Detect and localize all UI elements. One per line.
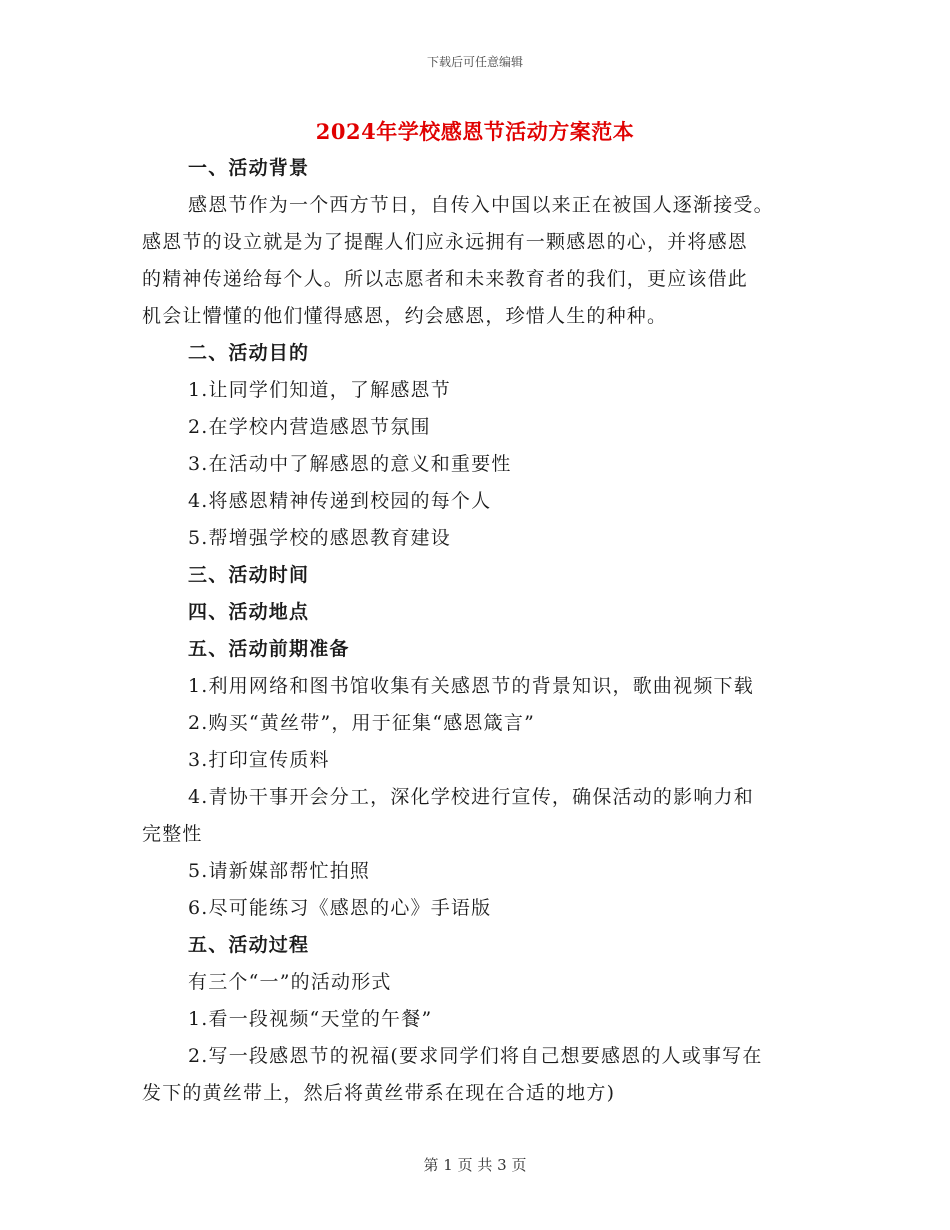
body-line: 3.打印宣传质料: [188, 749, 330, 771]
body-line: 4.青协干事开会分工，深化学校进行宣传，确保活动的影响力和: [188, 786, 754, 808]
body-line: 的精神传递给每个人。所以志愿者和未来教育者的我们，更应该借此: [142, 268, 749, 290]
body-line: 1.看一段视频“天堂的午餐”: [188, 1008, 433, 1030]
section-heading: 一、活动背景: [188, 157, 310, 179]
section-heading: 四、活动地点: [188, 601, 310, 623]
page-number: 第 1 页 共 3 页: [423, 1156, 527, 1174]
document-body: [142, 150, 817, 1112]
body-line: 2.在学校内营造感恩节氛围: [188, 416, 431, 438]
body-line: 发下的黄丝带上，然后将黄丝带系在现在合适的地方): [142, 1082, 616, 1104]
body-line: 机会让懵懂的他们懂得感恩，约会感恩，珍惜人生的种种。: [142, 305, 668, 327]
body-line: 2.购买“黄丝带”，用于征集“感恩箴言”: [188, 712, 535, 734]
body-line: 感恩节的设立就是为了提醒人们应永远拥有一颗感恩的心，并将感恩: [142, 231, 749, 253]
body-line: 1.让同学们知道，了解感恩节: [188, 379, 451, 401]
header-note: 下载后可任意编辑: [426, 55, 523, 69]
body-line: 完整性: [142, 823, 203, 845]
body-line: 3.在活动中了解感恩的意义和重要性: [188, 453, 512, 475]
body-line: 5.帮增强学校的感恩教育建设: [188, 527, 451, 549]
body-line: 5.请新媒部帮忙拍照: [188, 860, 371, 882]
body-line: 有三个“一”的活动形式: [188, 971, 392, 993]
body-line: 1.利用网络和图书馆收集有关感恩节的背景知识，歌曲视频下载: [188, 675, 754, 697]
page-title: 2024年学校感恩节活动方案范本: [315, 119, 635, 144]
body-line: 感恩节作为一个西方节日，自传入中国以来正在被国人逐渐接受。: [188, 194, 774, 216]
section-heading: 五、活动前期准备: [188, 638, 350, 660]
body-line: 4.将感恩精神传递到校园的每个人: [188, 490, 492, 512]
body-line: 6.尽可能练习《感恩的心》手语版: [188, 897, 492, 919]
body-line: 2.写一段感恩节的祝福(要求同学们将自己想要感恩的人或事写在: [188, 1045, 763, 1067]
section-heading: 三、活动时间: [188, 564, 310, 586]
section-heading: 五、活动过程: [188, 934, 310, 956]
section-heading: 二、活动目的: [188, 342, 310, 364]
